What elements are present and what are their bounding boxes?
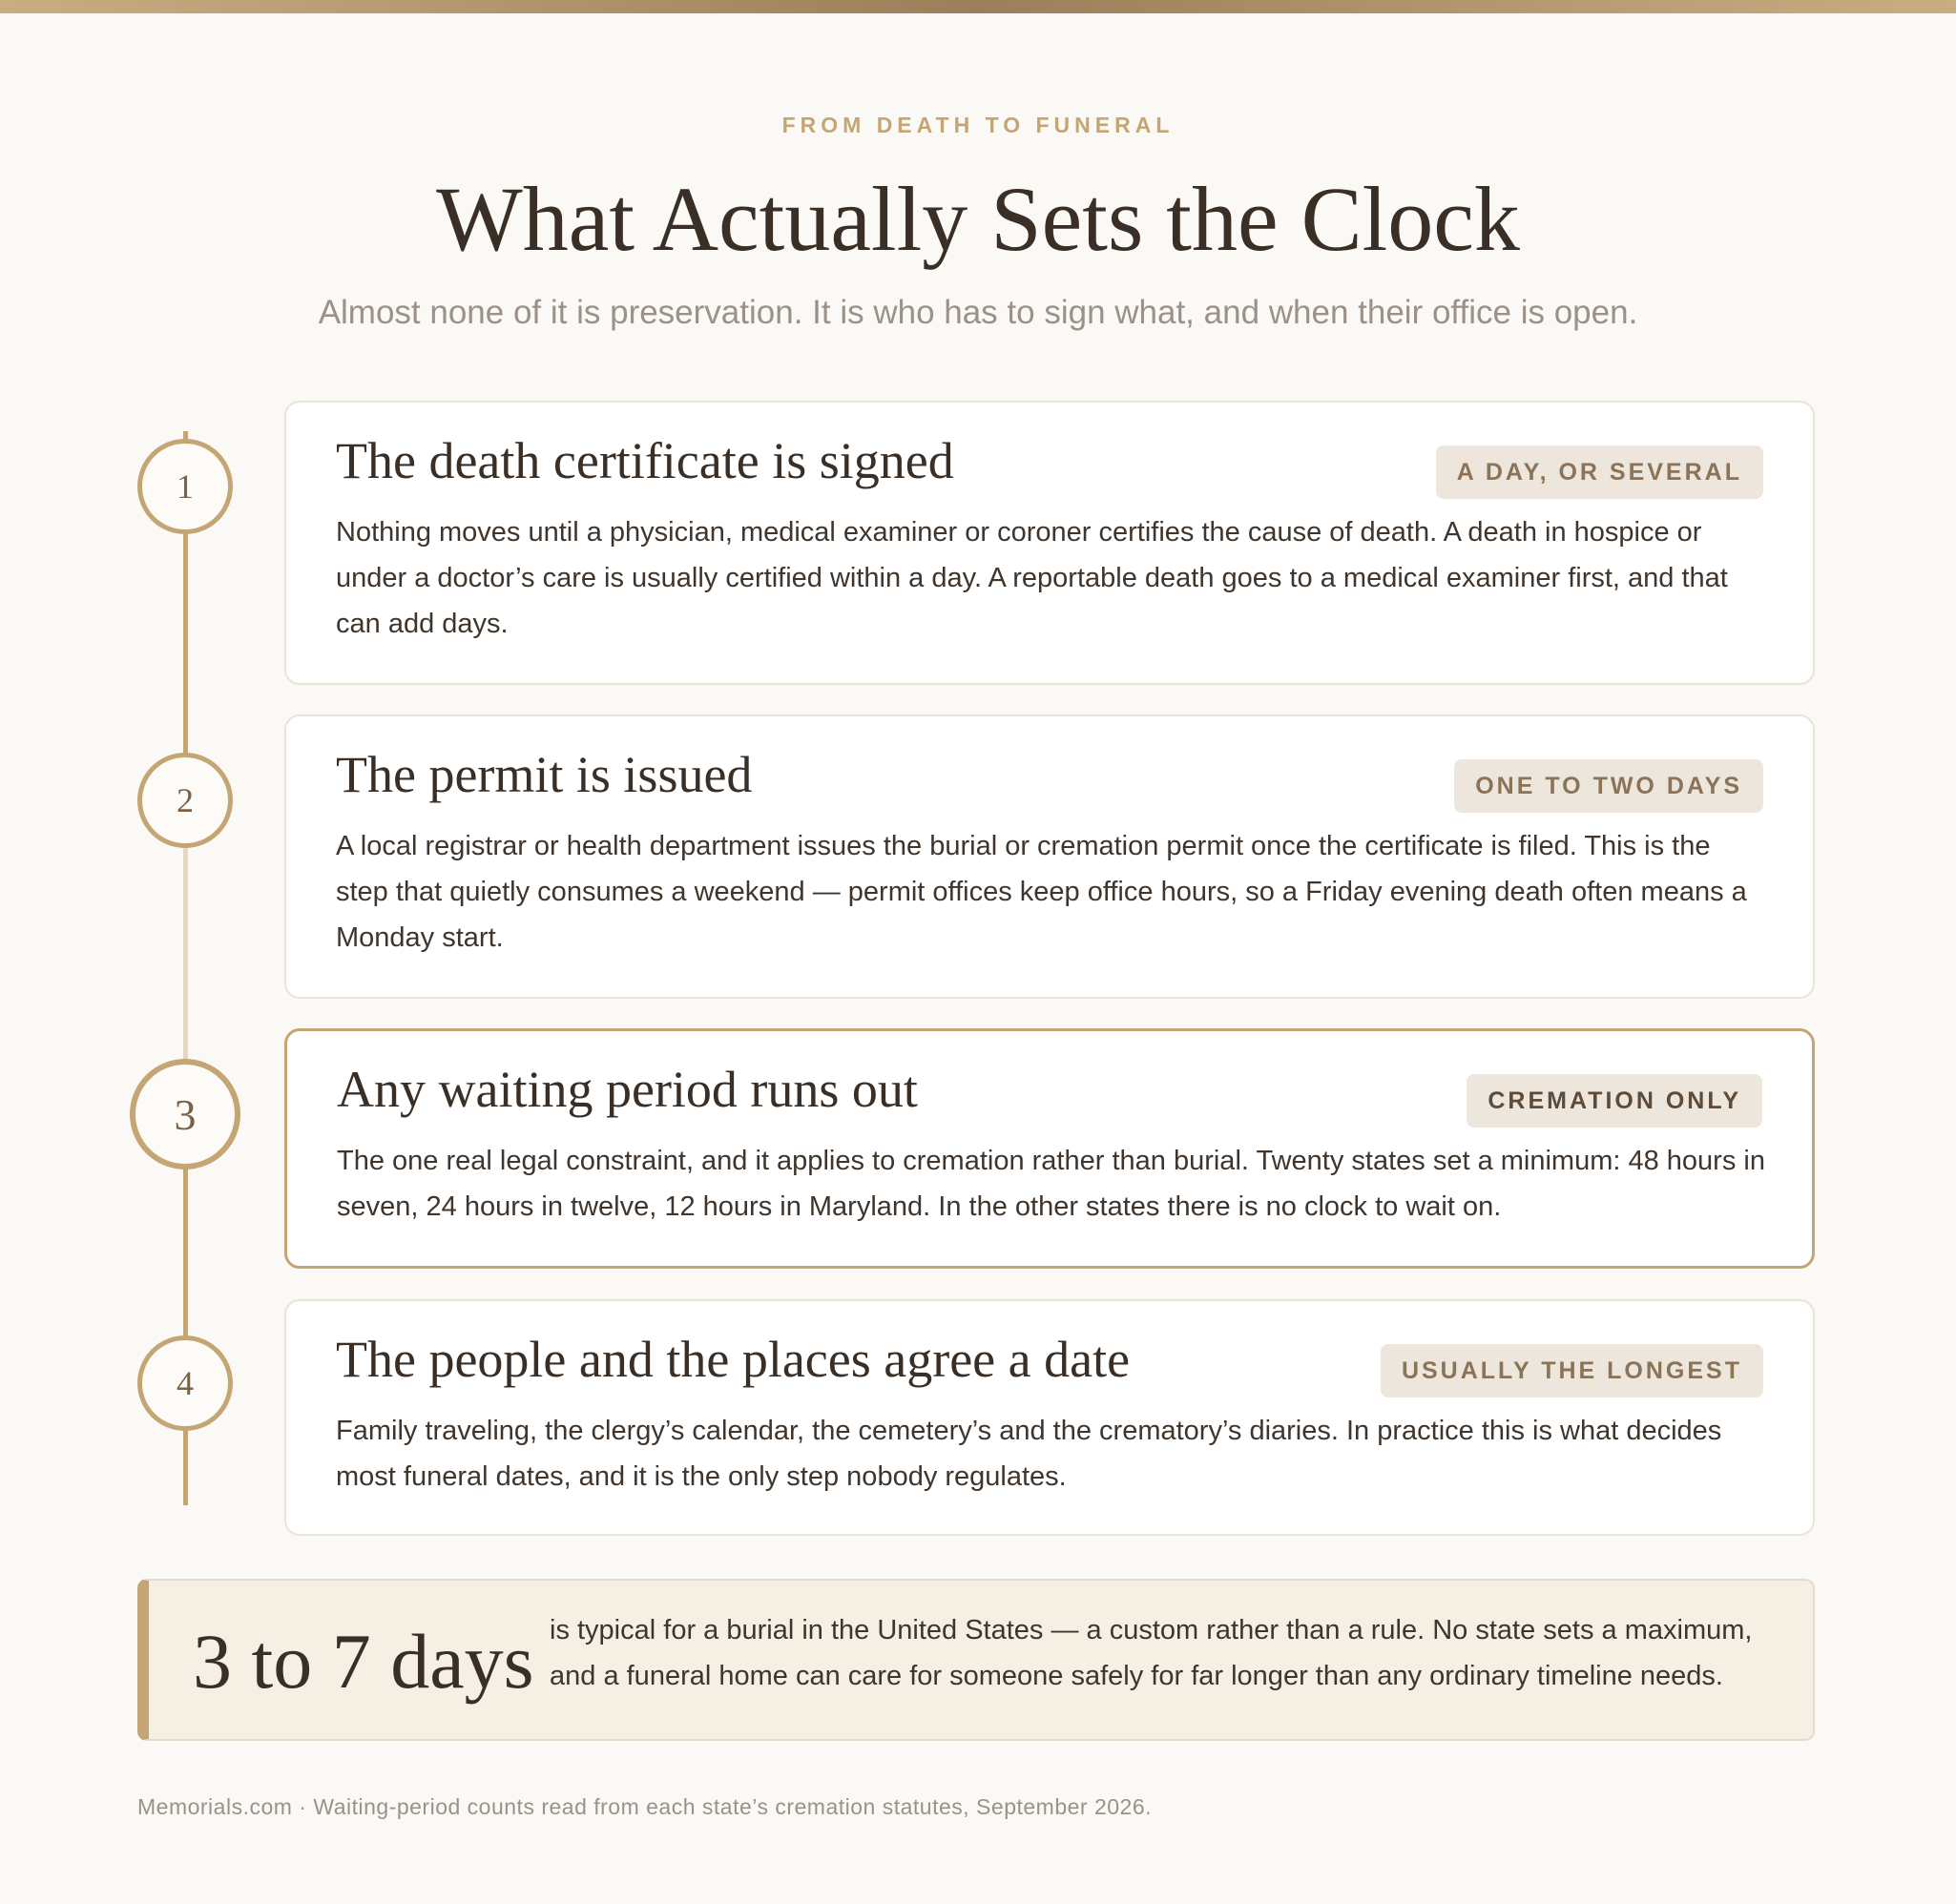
top-accent-bar [0,0,1956,13]
step-number: 3 [174,1089,197,1139]
step-title: The permit is issued [336,746,753,803]
step-description: Nothing moves until a physician, medical examiner or coroner certifies the cause of death. A death in hospice or under a doctor’s care is usually certified within a day. A reportable death goes to a medical examiner first, and that can add days. [336,517,1728,639]
step-marker-4 [137,1335,233,1431]
page-subtitle: Almost none of it is preservation. It is who has to sign what, and when their office is open. [318,294,1638,331]
duration-badge: ONE TO TWO DAYS [1454,759,1763,813]
summary-figure: 3 to 7 days [193,1618,534,1705]
timeline-line-2-3 [183,845,188,1063]
step-description: The one real legal constraint, and it applies to cremation rather than burial. Twenty states set a minimum: 48 hours in seven, 24 hours in twelve, 12 hours in Maryland. In the other states there is no clock to wait on. [337,1146,1765,1222]
timeline-line-3-4 [183,1166,188,1337]
step-title: The death certificate is signed [336,432,954,489]
duration-badge: CREMATION ONLY [1467,1074,1762,1128]
step-card-1 [284,401,1815,685]
step-marker-1 [137,439,233,534]
duration-badge: USUALLY THE LONGEST [1381,1344,1763,1397]
summary-text: is typical for a burial in the United States — a custom rather than a rule. No state sets a maximum, and a funeral home can care for someone safely for far longer than any ordinary timeline needs. [550,1615,1753,1691]
page-title: What Actually Sets the Clock [436,168,1520,270]
summary-callout [137,1579,1815,1741]
step-number: 1 [177,467,194,506]
step-card-2 [284,714,1815,999]
timeline-line-bottom [183,1427,188,1505]
step-title: The people and the places agree a date [336,1331,1131,1388]
duration-badge: A DAY, OR SEVERAL [1436,445,1763,499]
step-card-4 [284,1299,1815,1536]
step-number: 2 [177,781,194,819]
step-description: A local registrar or health department issues the burial or cremation permit once the certificate is filed. This is the step that quietly consumes a weekend — permit offices keep office hours, so a Friday evening death often means a Monday start. [336,831,1747,953]
step-card-3 [284,1028,1815,1269]
step-marker-2 [137,753,233,848]
timeline-line-1-2 [183,530,188,755]
eyebrow-label: FROM DEATH TO FUNERAL [781,113,1175,137]
step-marker-3 [130,1059,240,1169]
step-title: Any waiting period runs out [337,1061,918,1118]
source-footnote: Memorials.com · Waiting-period counts read from each state’s cremation statutes, September 2026. [137,1794,1153,1819]
step-number: 4 [177,1364,194,1402]
step-description: Family traveling, the clergy’s calendar, the cemetery’s and the crematory’s diaries. In practice this is what decides most funeral dates, and it is the only step nobody regulates. [336,1416,1722,1492]
